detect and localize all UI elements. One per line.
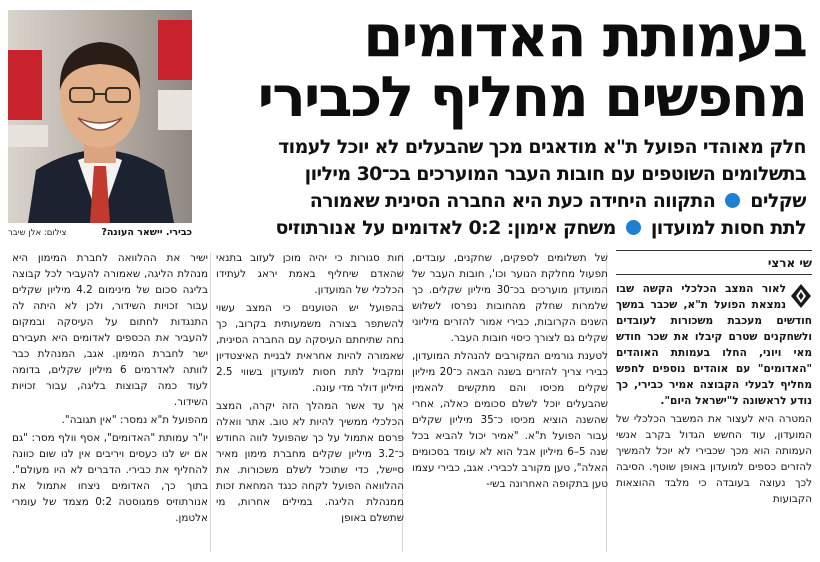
bullet-icon [725,193,740,208]
caption-name: כבירי. יישאר העונה? [101,227,192,238]
subheadline-line-2: בתשלומים השוטפים עם חובות העבר המוערכים בכ־30 מיליון [304,163,806,185]
portrait-photo [8,10,192,223]
article-lead [616,281,812,409]
article-lead-text: לאור המצב הכלכלי הקשה שבו נמצאת הפועל ת"א, שכבר במשך חודשים מעכבת משכורות לעובדים ולשחקנים שטרם קיבלו את שכר חודש מאי ויוני, החלו בעמותת האוהדים "האדומים" עם אוהדים נוספים לחפש מחליף לבעלי הקבוצה אמיר כבירי, כך נודע לראשונה ל"ישראל היום". [616,283,812,407]
subheadline-line-4-a: לתת חסות למועדון [650,217,806,239]
article-paragraph: חות סגורות כי יהיה מוכן לעזוב בתנאי שהאדם שיחליף באמת יראג לעתידו הכלכלי של המועדון. [216,252,404,296]
diamond-ornament-icon [790,283,812,309]
article-paragraph: אך עד אשר המהלך הזה יקרה, המצב הכלכלי ממשיך להיות לא טוב. אתר וואלה פרסם אתמול על כך שהפועל לווה החודש כ־3.2 מיליון שקלים מחברת מימון מאיר סיישל, כדי שתוכל לשלם משכורות. את ההלוואה הפועל לקחה כנגד המחאת זכות ממנהלת הליגה. במילים אחרות, מי שתשלם באופן [216,400,404,524]
article-paragraph: המטרה היא לעצור את המשבר הכלכלי של המועדון, עוד החשש הגדול בקרב אנשי העמותה הוא מכך שכבירי לא יוכל להמשיך להזרים כספים למועדון באופן שוטף. הסיבה לכך נעוצה בעובדה כי מלבד ההוצאות הקבועות [616,413,812,505]
subheadline-line-1: חלק מאוהדי הפועל ת"א מודאגים מכך שהבעלים לא יוכל לעמוד [278,136,806,158]
article-body [8,250,812,556]
author-byline: שי ארצי [616,250,812,275]
article-paragraph: בהפועל יש הטוענים כי המצב עשוי להשתפר בצורה משמעותית בקרוב, כך נחה שתיחתם העיסקה עם החברה הסינית, שאמורה להיות אחראית לבניית האיצטדיון ומקביל לתת חסות למועדון בשווי 2.5 מיליון דולר מדי עונה. [216,302,404,394]
subheadline-line-3-a: שקלים [750,190,806,212]
article-column-4 [12,250,208,556]
headline [216,4,806,128]
article-paragraph: מהפועל ת"א נמסר: "אין תגובה". [61,414,208,426]
subheadline-line-3-b: התקווה היחידה כעת היא החברה הסינית שאמורה [309,190,716,212]
article-paragraph: לטענת גורמים המקורבים להנהלת המועדון, כבירי צריך להזרים בשנה הבאה כ־20 מיליון שקלים מכיסו והם מתקשים להאמין שהבעלים יוכל לשלם סכומים כאלה, אחרי שהשנה הוציא מכיסו כ־35 מיליון שקלים עבור הפועל ת"א. "אמיר יכול להביא בכל שנה 5–6 מיליון אבל הוא לא עומד בסכומים האלה", טען מקורב לכבירי. אגב, כבירי עצמו טען בתקופה האחרונה בשי- [412,350,608,490]
article-paragraph: ישיר את ההלוואה לחברת המימון היא מנהלת הליגה, שאמורה להעביר לכל קבוצה בליגה סכום של מינימום 4.2 מיליון שקלים עבור זכויות השידור, ולכן לא היתה לה התנגדות לחתום על העיסקה ובמקום להעביר את הכספים לאדומים היא תעבירם ישר לחברת המימון. אגב, המנהלת כבר לוותה לאדרמים 6 מיליון שקלים, בדומה לעוד כמה קבוצות בליגה, עבור זכויות השידור. [12,252,208,408]
bullet-icon [626,220,641,235]
portrait-illustration [8,10,192,223]
subheadline-line-4 [216,215,806,242]
subheadline [216,134,806,242]
headline-line-1: בעמותת האדומים [363,2,806,70]
caption-credit: צילום: אלן שיבר [8,228,67,238]
article-column-3 [216,250,404,556]
photo-caption [8,226,192,240]
subheadline-line-3 [216,188,806,215]
article-column-1 [616,250,812,556]
headline-line-2: מחפשים מחליף לכבירי [257,65,806,130]
article-paragraph: יו"ר עמותת "האדומים", אסף וולף מסר: "גם אם יש לנו כעסים ויריבים אין לנו שום כוונה להחליף את כבירי. הדברים לא היו מעולם". בתוך כך, האדומים ניצחו אתמול את אנורתוזיס פמגוסטה 0:2 מצמד של עומרי אלטמן. [12,432,208,524]
subheadline-line-4-b: משחק אימון: 0:2 לאדומים על אנורתוזיס [275,217,616,239]
article-column-2 [412,250,608,556]
article-paragraph: של תשלומים לספקים, שחקנים, עובדים, תפעול מחלקת הנוער וכו', חובות העבר של המועדון מוערכים בכ־30 מיליון שקלים. כך שלמרות שחלק מהחובות נפרסו לשלוש השנים הקרובות, כבירי אמור להזרים מיליוני שקלים גם לצורך כיסוי חובות העבר. [412,252,608,344]
